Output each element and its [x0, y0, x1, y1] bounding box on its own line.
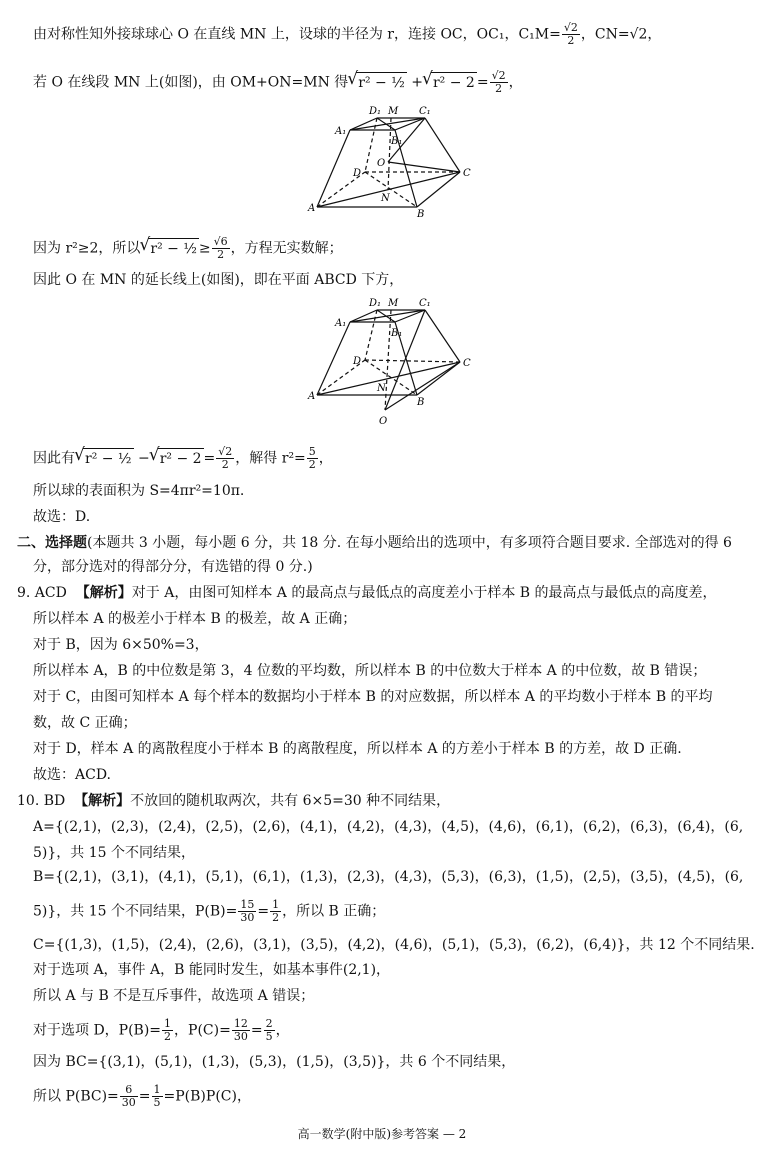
fraction: $\frac{1}{2}$: [164, 1017, 172, 1043]
q10-line-1: 10. BD 【解析】不放回的随机取两次，共有 6×5=30 种不同结果，: [17, 793, 451, 809]
fraction: $\frac{1}{2}$: [272, 898, 280, 924]
q9-line-6: 数，故 C 正确；: [33, 715, 137, 731]
q9-line-4: 所以样本 A，B 的中位数是第 3，4 位数的平均数，所以样本 B 的中位数大于样本 A 的中位数，故 B 错误；: [33, 663, 707, 679]
fraction: $\frac{2}{5}$: [265, 1017, 273, 1043]
fraction: $\frac{12}{30}$: [233, 1017, 248, 1043]
section-2-title: 二、选择题: [17, 535, 87, 551]
q10-line-2: A={(2,1)，(2,3)，(2,4)，(2,5)，(2,6)，(4,1)，(4,2)，(4,3)，(4,5)，(4,6)，(6,1)，(6,2)，(6,3)，(6,4)，(6,: [33, 819, 744, 835]
label-N: N: [377, 383, 386, 394]
q9-line-2: 所以样本 A 的极差小于样本 B 的极差，故 A 正确；: [33, 611, 357, 627]
q10-tag: 【解析】: [74, 793, 131, 809]
text-line-7: 故选：D.: [33, 509, 91, 525]
label-D1: D₁: [369, 106, 382, 117]
section-2-header: 二、选择题(本题共 3 小题，每小题 6 分，共 18 分. 在每小题给出的选项中，有多项符合题目要求. 全部选对的得 6: [17, 535, 732, 551]
label-D1: D₁: [369, 298, 382, 309]
label-O: O: [377, 158, 386, 169]
label-M: M: [388, 298, 399, 309]
page-footer: 高一数学(附中版)参考答案 — 2: [297, 1127, 467, 1141]
text-line-3: 因为 r²≥2，所以√ r² − ½ ≥ $\frac{√6}{2}$ ，方程无实数解；: [33, 236, 343, 261]
frustum-figure-2: [305, 292, 485, 427]
text-line-4: 因此 O 在 MN 的延长线上(如图)，即在平面 ABCD 下方，: [33, 272, 404, 288]
q10-line-6: C={(1,3)，(1,5)，(2,4)，(2,6)，(3,1)，(3,5)，(4,2)，(4,6)，(5,1)，(5,3)，(6,2)，(6,4)}，共 12 个不同结果.: [33, 937, 755, 953]
fraction: $\frac{6}{30}$: [121, 1083, 136, 1109]
section-2-line-2: 分，部分选对的得部分分，有选错的得 0 分.): [33, 559, 313, 575]
fraction: $\frac{5}{2}$: [308, 445, 316, 471]
q9-tag: 【解析】: [75, 585, 132, 601]
q9-line-7: 对于 D，样本 A 的离散程度小于样本 B 的离散程度，所以样本 A 的方差小于样本 B 的方差，故 D 正确.: [33, 741, 682, 757]
fraction: $\frac{√6}{2}$: [213, 235, 228, 261]
text-line-1: 由对称性知外接球球心 O 在直线 MN 上，设球的半径为 r，连接 OC，OC₁，C₁M= $\frac{√2}{2}$ ，CN=√2，: [33, 21, 662, 47]
q9-answer: 9. ACD: [17, 585, 67, 601]
label-C1: C₁: [419, 106, 431, 117]
sqrt-expression: √ r² − ½: [148, 238, 199, 259]
label-A: A: [308, 391, 316, 402]
label-D: D: [353, 168, 362, 179]
label-M: M: [388, 106, 399, 117]
q10-line-10: 因为 BC={(3,1)，(5,1)，(1,3)，(5,3)，(1,5)，(3,5)}，共 6 个不同结果，: [33, 1054, 516, 1070]
text-line-6: 所以球的表面积为 S=4πr²=10π.: [33, 483, 245, 499]
q9-line-8: 故选：ACD.: [33, 767, 111, 783]
label-N: N: [381, 193, 390, 204]
label-D: D: [353, 356, 362, 367]
frustum-figure-1: [305, 100, 485, 220]
q10-line-3: 5)}，共 15 个不同结果，: [33, 845, 195, 861]
sqrt-expression: √ r² − 2: [431, 72, 477, 93]
q10-line-5: 5)}，共 15 个不同结果，P(B)= $\frac{15}{30}$ = $\frac{1}{2}$ ，所以 B 正确；: [33, 898, 386, 924]
sqrt-expression: √ r² − ½: [83, 448, 134, 469]
q10-line-11: 所以 P(BC)= $\frac{6}{30}$ = $\frac{1}{5}$ =P(B)P(C)，: [33, 1083, 251, 1109]
label-B1: B₁: [391, 328, 403, 339]
sqrt-expression: √ r² − ½: [356, 72, 407, 93]
q10-answer: 10. BD: [17, 793, 66, 809]
fraction: $\frac{√2}{2}$: [218, 445, 233, 471]
label-C: C: [463, 358, 471, 369]
q10-line-9: 对于选项 D，P(B)= $\frac{1}{2}$ ，P(C)= $\frac{12}{30}$ = $\frac{2}{5}$ ，: [33, 1017, 290, 1043]
fraction: $\frac{√2}{2}$: [563, 21, 578, 47]
label-C1: C₁: [419, 298, 431, 309]
label-A1: A₁: [335, 318, 347, 329]
label-B1: B₁: [391, 136, 403, 147]
sqrt-expression: √ r² − 2: [158, 448, 204, 469]
label-C: C: [463, 168, 471, 179]
fraction: $\frac{15}{30}$: [240, 898, 255, 924]
fraction: $\frac{1}{5}$: [153, 1083, 161, 1109]
label-B: B: [417, 209, 425, 220]
q10-line-7: 对于选项 A，事件 A，B 能同时发生，如基本事件(2,1)，: [33, 962, 391, 978]
text-line-5: 因此有√ r² − ½ −√ r² − 2 = $\frac{√2}{2}$ ，解得 r²= $\frac{5}{2}$ ，: [33, 446, 333, 471]
text-line-2: 若 O 在线段 MN 上(如图)，由 OM+ON=MN 得√ r² − ½ +√ r² − 2 = $\frac{√2}{2}$ ，: [33, 70, 523, 95]
label-A: A: [308, 203, 316, 214]
q9-line-3: 对于 B，因为 6×50%=3，: [33, 637, 209, 653]
q10-line-8: 所以 A 与 B 不是互斥事件，故选项 A 错误；: [33, 988, 315, 1004]
q10-line-4: B={(2,1)，(3,1)，(4,1)，(5,1)，(6,1)，(1,3)，(2,3)，(4,3)，(5,3)，(6,3)，(1,5)，(2,5)，(3,5)，(4,5)，(6,: [33, 869, 744, 885]
label-O: O: [379, 416, 388, 427]
label-A1: A₁: [335, 126, 347, 137]
fraction: $\frac{√2}{2}$: [491, 69, 506, 95]
q9-line-1: 9. ACD 【解析】对于 A，由图可知样本 A 的最高点与最低点的高度差小于样本 B 的最高点与最低点的高度差，: [17, 585, 717, 601]
q9-line-5: 对于 C，由图可知样本 A 每个样本的数据均小于样本 B 的对应数据，所以样本 A 的平均数小于样本 B 的平均: [33, 689, 713, 705]
label-B: B: [417, 397, 425, 408]
